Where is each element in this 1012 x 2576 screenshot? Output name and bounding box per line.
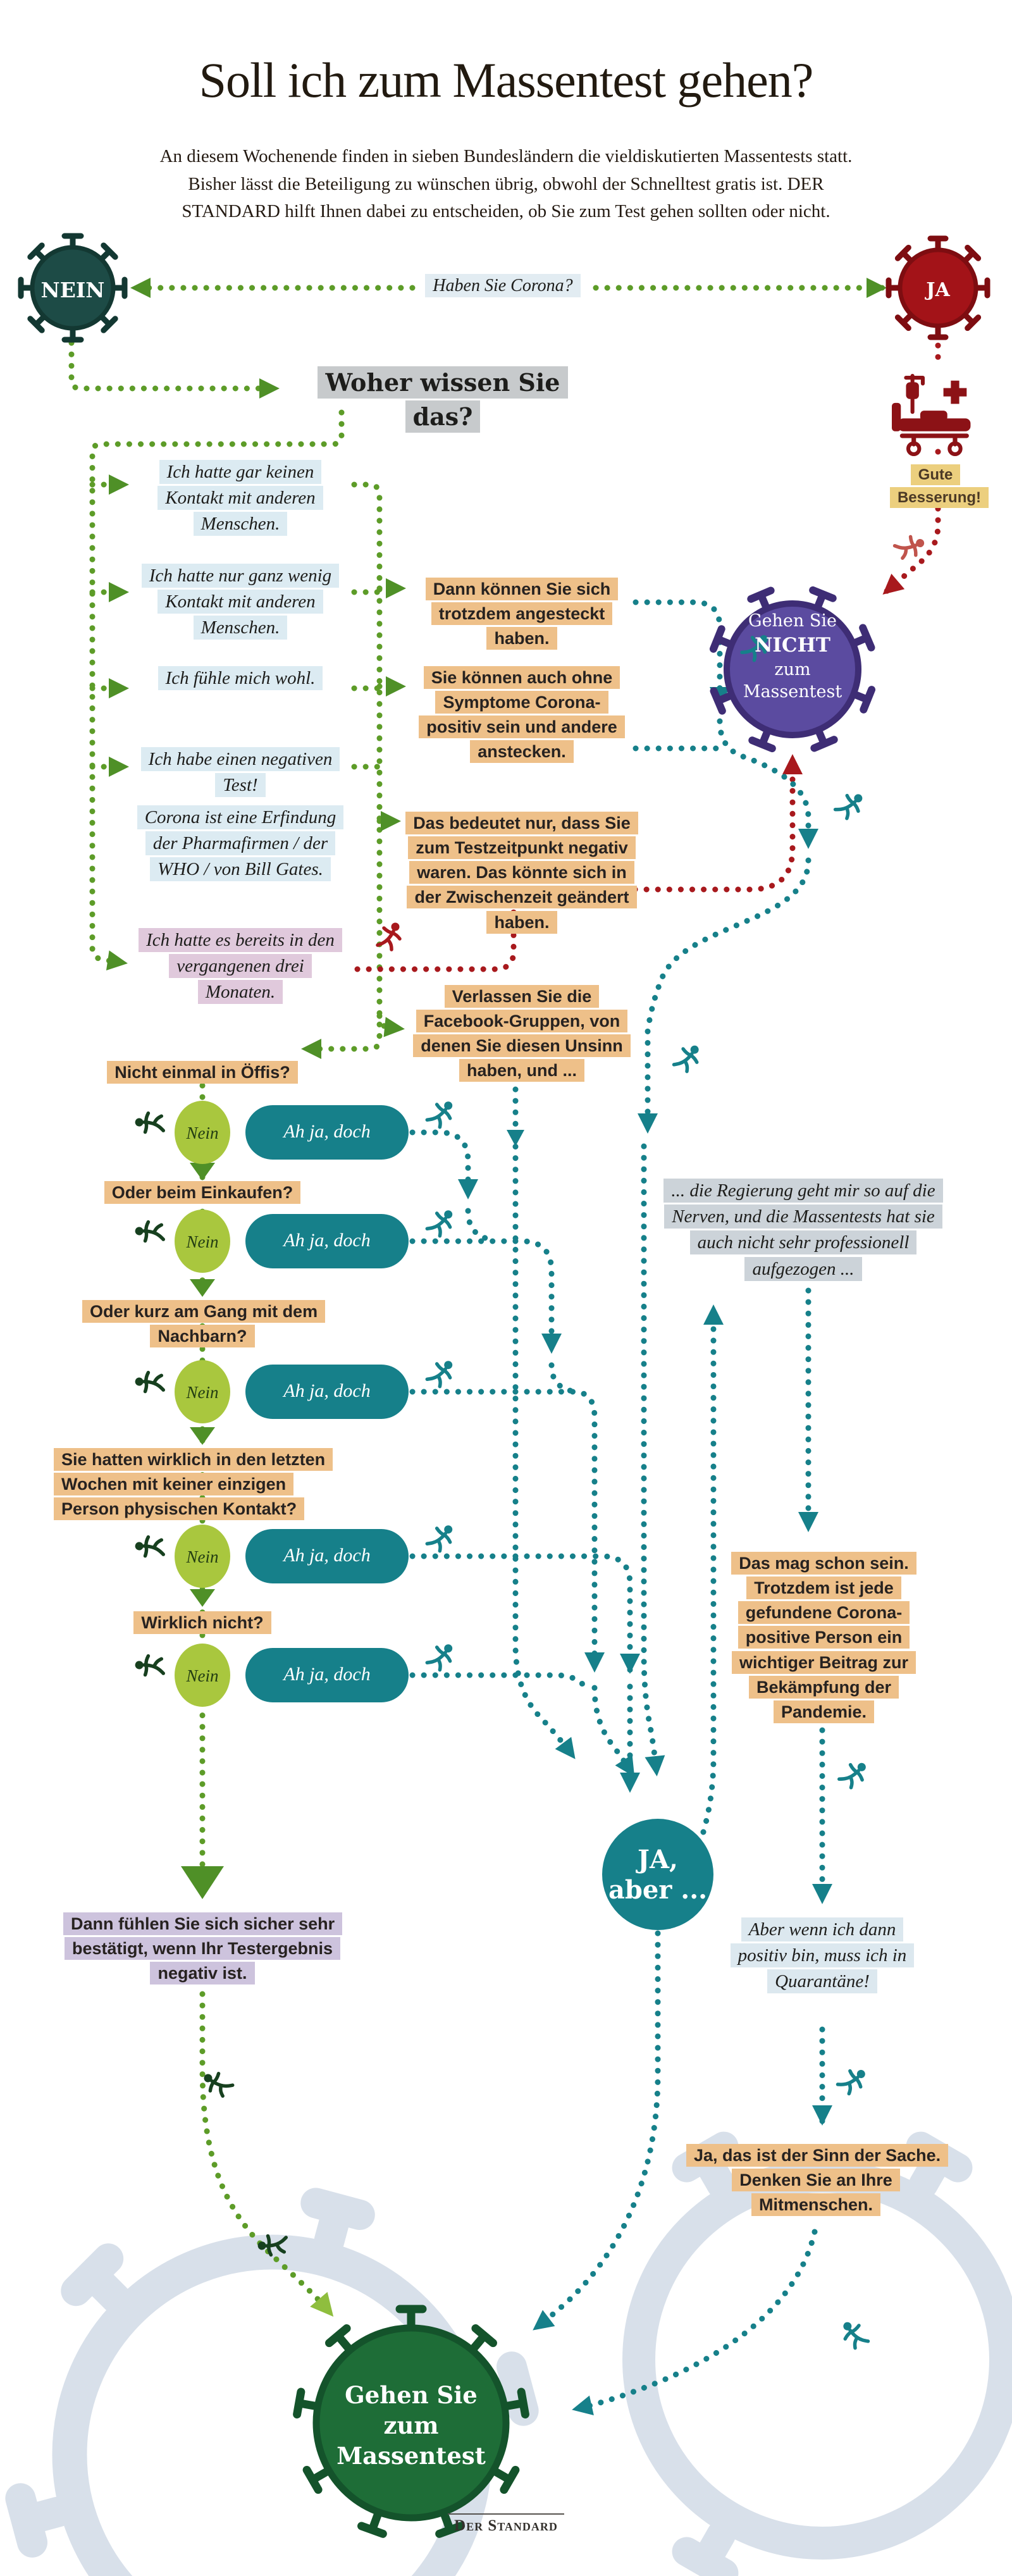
ja-circle-label: JA: [926, 279, 950, 301]
runner-icon: [842, 2319, 869, 2350]
runner-icon: [426, 1522, 454, 1553]
runner-icon: [133, 1109, 167, 1141]
runner-icon: [202, 2065, 235, 2100]
reply-no-symptoms: Sie können auch ohne Symptome Corona-positiv sein und andere anstecken.: [414, 666, 629, 765]
runner-icon: [834, 788, 863, 821]
path-jaaber-to-gocircle: [536, 1933, 658, 2328]
runner-icon: [426, 1358, 454, 1389]
claim-little-contact: Ich hatte nur ganz wenig Kontakt mit anderen Menschen.: [136, 563, 345, 641]
path-recover-to-notgo: [885, 509, 938, 592]
claim-feel-fine: Ich fühle mich wohl.: [136, 666, 345, 691]
response-sinn-der-sache: Ja, das ist der Sinn der Sache. Denken Sie an Ihre Mitmenschen.: [686, 2143, 946, 2217]
runner-icon: [673, 1043, 700, 1073]
runner-icon: [426, 1098, 454, 1129]
runner-icon: [133, 1368, 167, 1400]
runner-icon: [133, 1533, 167, 1564]
path-facebook-down: [515, 1089, 573, 1756]
runner-icon: [836, 2064, 867, 2097]
question-haben-sie-corona: Haben Sie Corona?: [379, 273, 626, 299]
question-wirklich-nicht: Wirklich nicht?: [120, 1611, 285, 1635]
reply-infected-anyway: Dann können Sie sich trotzdem angesteckt haben.: [414, 577, 629, 651]
page-title: Soll ich zum Massentest gehen?: [199, 53, 813, 108]
question-oeffis: Nicht einmal in Öffis?: [95, 1060, 310, 1085]
objection-quarantaene: Aber wenn ich dann positiv bin, muss ich in Quarantäne!: [724, 1917, 920, 1995]
row-ahja-label: Ah ja, doch: [283, 1230, 371, 1251]
runner-icon: [133, 1218, 167, 1249]
not-go-circle-label: Gehen Sie NICHT zum Massentest: [743, 611, 842, 702]
question-woher: Woher wissen Sie das?: [288, 366, 598, 434]
runner-icon: [133, 1652, 167, 1683]
row-nein-label: Nein: [186, 1383, 219, 1402]
runner-icon: [426, 1641, 454, 1672]
reply-leave-facebook: Verlassen Sie die Facebook-Gruppen, von denen Sie diesen Unsinn haben, und ...: [411, 984, 632, 1084]
response-das-mag-schon-sein: Das mag schon sein. Trotzdem ist jede gefundene Corona-positive Person ein wichtiger Beitrag zur Bekämpfung der Pandemie.: [715, 1551, 933, 1725]
row-ahja-label: Ah ja, doch: [283, 1380, 371, 1401]
claim-conspiracy: Corona ist eine Erfindung der Pharmafirmen / der WHO / von Bill Gates.: [126, 805, 354, 883]
question-wirklich-kontakt: Sie hatten wirklich in den letzten Wochen mit keiner einzigen Person physischen Kontakt?: [54, 1447, 335, 1521]
row-nein-label: Nein: [186, 1547, 219, 1566]
row-nein-label: Nein: [186, 1124, 219, 1142]
objection-regierung: ... die Regierung geht mir so auf die Nerven, und die Massentests hat sie auch nicht sehr professionell aufgezogen ...: [651, 1178, 955, 1282]
row-ahja-label: Ah ja, doch: [283, 1664, 371, 1685]
hospital-bed-icon: [892, 376, 970, 454]
intro-text: An diesem Wochenende finden in sieben Bundesländern die vieldiskutierten Massentests statt. Bisher lässt die Beteiligung zu wünschen übrig, obwohl der Schnelltest gratis ist. DER STANDARD hilft Ihnen dabei zu entscheiden, ob Sie zum Test gehen sollten oder nicht.: [159, 146, 853, 221]
runner-icon: [426, 1207, 454, 1238]
runner-icon: [838, 1757, 867, 1790]
reply-test-time-only: Das bedeutet nur, dass Sie zum Testzeitpunkt negativ waren. Das könnte sich in der Zwischenzeit geändert haben.: [402, 811, 642, 935]
claim-already-had-it: Ich hatte es bereits in den vergangenen drei Monaten.: [136, 927, 345, 1006]
go-circle-label: Gehen Sie zum Massentest: [336, 2381, 486, 2470]
claim-negative-test: Ich habe einen negativen Test!: [136, 746, 345, 798]
teal-triangle: [507, 1130, 524, 1146]
nein-circle-label: NEIN: [40, 278, 105, 302]
path-jaaber-to-regierung: [703, 1308, 713, 1832]
row-ahja-label: Ah ja, doch: [283, 1545, 371, 1566]
row-ahja-label: Ah ja, doch: [283, 1121, 371, 1142]
response-bestaetigt: Dann fühlen Sie sich sicher sehr bestätigt, wenn Ihr Testergebnis negativ ist.: [63, 1912, 342, 1986]
ja-aber-circle-label: JA, aber ...: [608, 1845, 708, 1905]
gute-besserung-label: Gute Besserung!: [873, 464, 1006, 509]
der-standard-logo: Der Standard: [0, 2515, 1012, 2537]
runner-icon: [378, 923, 400, 950]
path-to-facebook-box: [379, 1016, 401, 1029]
question-nachbarn: Oder kurz am Gang mit dem Nachbarn?: [82, 1299, 323, 1349]
path-sinn-to-gocircle: [576, 2232, 815, 2409]
path-nein-to-woher: [71, 343, 276, 388]
runner-icon: [892, 529, 926, 564]
row-nein-label: Nein: [186, 1666, 219, 1685]
row-nein-label: Nein: [186, 1232, 219, 1251]
question-einkaufen: Oder beim Einkaufen?: [95, 1180, 310, 1205]
claim-no-contact: Ich hatte gar keinen Kontakt mit anderen Menschen.: [136, 459, 345, 538]
